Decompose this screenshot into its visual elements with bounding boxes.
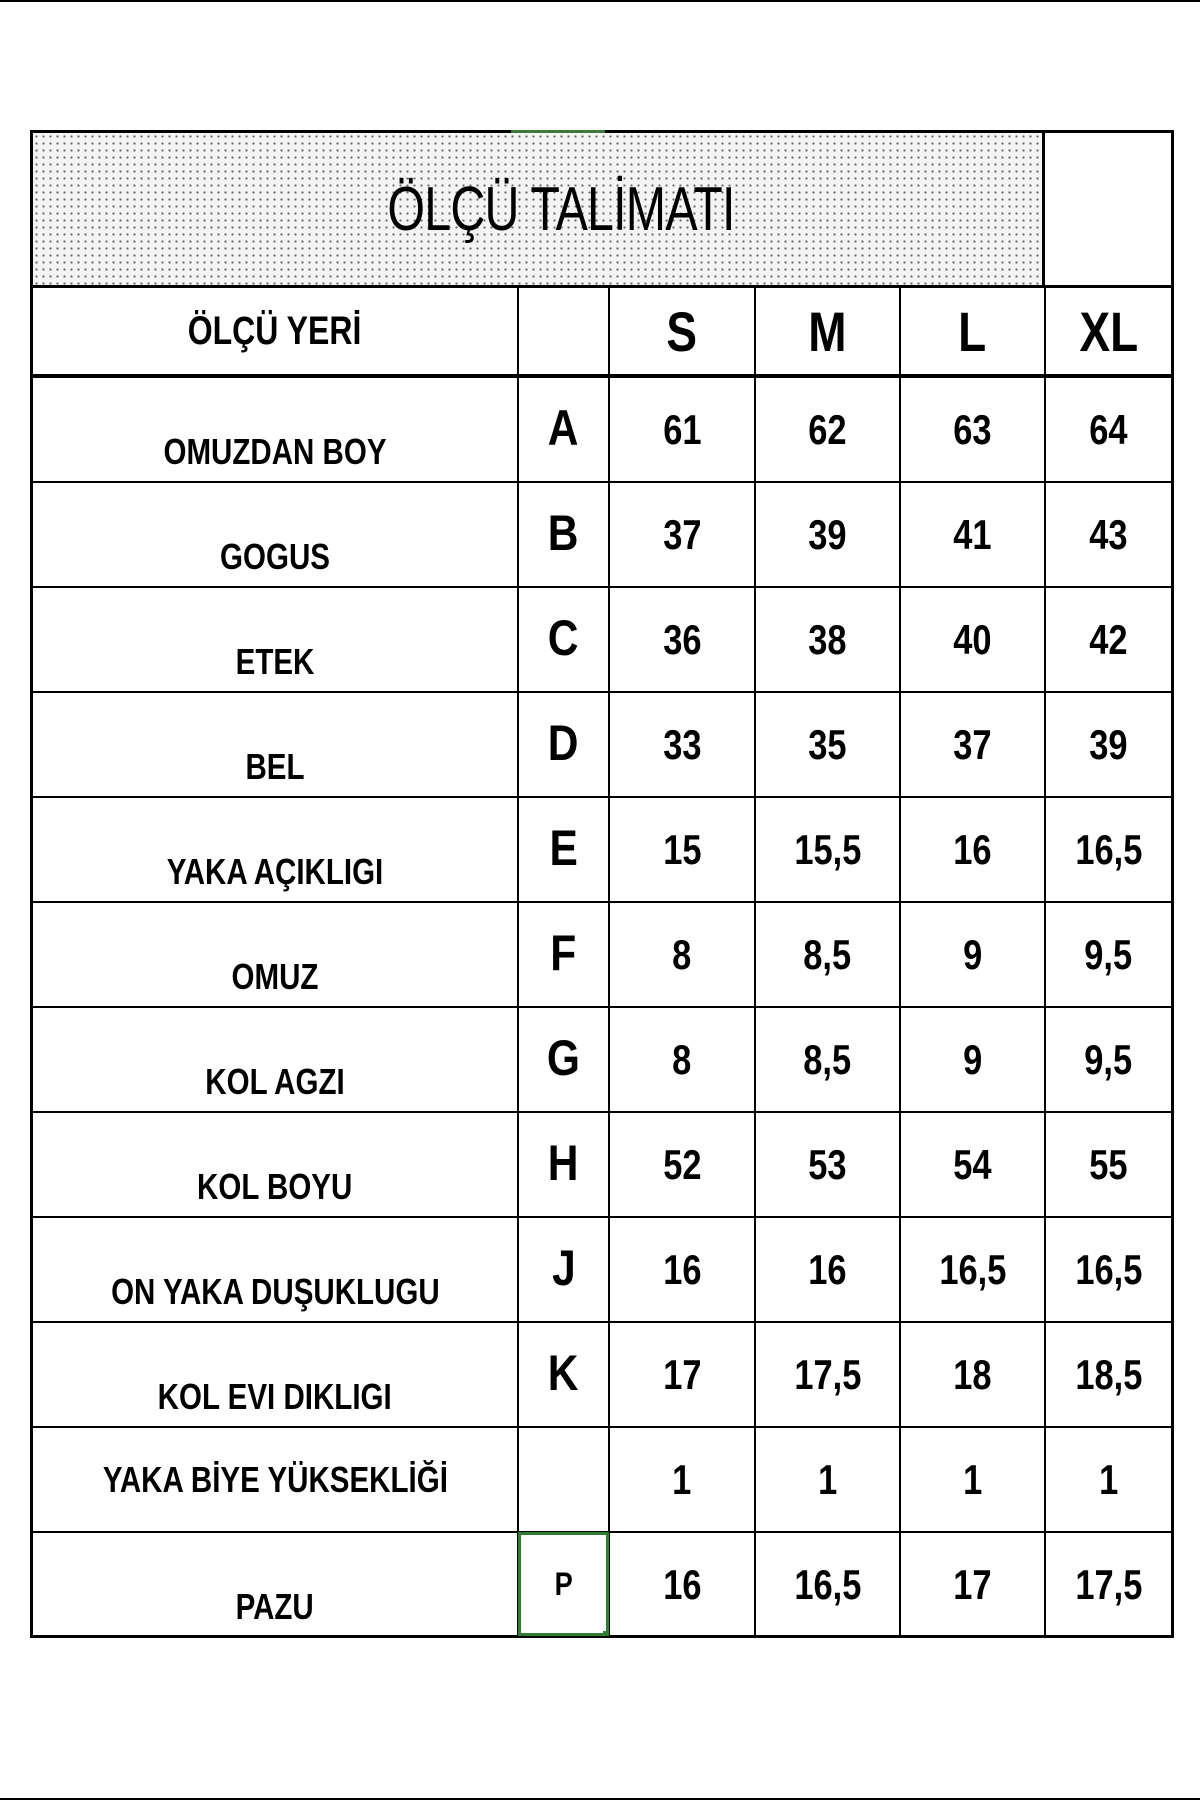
- value-cell-l: 1: [900, 1427, 1045, 1532]
- measurement-name-cell: KOL EVI DIKLIGI: [33, 1322, 518, 1427]
- measurement-name-cell: PAZU: [33, 1532, 518, 1636]
- measurement-code-cell: F: [518, 902, 609, 1007]
- value-cell-m: 1: [755, 1427, 900, 1532]
- title-cell: [33, 133, 1045, 288]
- value-cell-s: 52: [609, 1112, 755, 1217]
- value-cell-xl: 9,5: [1045, 902, 1171, 1007]
- header-code-cell: [518, 288, 609, 376]
- table-row: [33, 1007, 1171, 1112]
- measurement-name-cell: YAKA AÇIKLIGI: [33, 797, 518, 902]
- value-cell-s: 8: [609, 1007, 755, 1112]
- header-size-xl: XL: [1045, 288, 1171, 376]
- measurement-name-cell: OMUZ: [33, 902, 518, 1007]
- value-cell-s: 33: [609, 692, 755, 797]
- value-cell-s: 16: [609, 1532, 755, 1636]
- table-row: [33, 1427, 1171, 1532]
- header-size-l: L: [900, 288, 1045, 376]
- table-row: [33, 1112, 1171, 1217]
- header-location-label: ÖLÇÜ YERİ: [188, 308, 362, 353]
- value-cell-s: 36: [609, 587, 755, 692]
- value-cell-xl: 39: [1045, 692, 1171, 797]
- measurement-code-cell: C: [518, 587, 609, 692]
- value-cell-xl: 17,5: [1045, 1532, 1171, 1636]
- measurement-name-cell: OMUZDAN BOY: [33, 376, 518, 482]
- size-chart-sheet: [30, 130, 1174, 1638]
- value-cell-l: 37: [900, 692, 1045, 797]
- top-edge-line: [0, 0, 1200, 2]
- value-cell-m: 38: [755, 587, 900, 692]
- value-cell-xl: 42: [1045, 587, 1171, 692]
- selected-code-cell[interactable]: P: [518, 1532, 609, 1636]
- header-size-m: M: [755, 288, 900, 376]
- value-cell-xl: 16,5: [1045, 1217, 1171, 1322]
- measurement-code-cell: G: [518, 1007, 609, 1112]
- value-cell-xl: 1: [1045, 1427, 1171, 1532]
- table-row: [33, 1532, 1171, 1636]
- value-cell-l: 40: [900, 587, 1045, 692]
- value-cell-xl: 16,5: [1045, 797, 1171, 902]
- table-row: [33, 1322, 1171, 1427]
- measurement-name-cell: ETEK: [33, 587, 518, 692]
- value-cell-m: 16: [755, 1217, 900, 1322]
- empty-corner-cell: [1045, 133, 1171, 288]
- value-cell-xl: 9,5: [1045, 1007, 1171, 1112]
- value-cell-s: 1: [609, 1427, 755, 1532]
- measurement-name-cell: KOL AGZI: [33, 1007, 518, 1112]
- value-cell-m: 15,5: [755, 797, 900, 902]
- value-cell-l: 54: [900, 1112, 1045, 1217]
- value-cell-s: 16: [609, 1217, 755, 1322]
- table-row: [33, 902, 1171, 1007]
- value-cell-s: 17: [609, 1322, 755, 1427]
- value-cell-l: 41: [900, 482, 1045, 587]
- measurement-code-cell: A: [518, 376, 609, 482]
- chart-title: ÖLÇÜ TALİMATI: [387, 174, 735, 244]
- measurement-code-cell: H: [518, 1112, 609, 1217]
- value-cell-s: 61: [609, 376, 755, 482]
- value-cell-m: 8,5: [755, 1007, 900, 1112]
- value-cell-m: 8,5: [755, 902, 900, 1007]
- value-cell-m: 16,5: [755, 1532, 900, 1636]
- value-cell-m: 17,5: [755, 1322, 900, 1427]
- value-cell-l: 16: [900, 797, 1045, 902]
- measurement-code-cell: K: [518, 1322, 609, 1427]
- measurement-name-cell: YAKA BİYE YÜKSEKLİĞİ: [33, 1427, 518, 1532]
- value-cell-s: 15: [609, 797, 755, 902]
- measurement-name-cell: KOL BOYU: [33, 1112, 518, 1217]
- measurement-code-cell: E: [518, 797, 609, 902]
- value-cell-xl: 55: [1045, 1112, 1171, 1217]
- value-cell-xl: 18,5: [1045, 1322, 1171, 1427]
- value-cell-l: 63: [900, 376, 1045, 482]
- table-row: [33, 1217, 1171, 1322]
- table-row: [33, 692, 1171, 797]
- value-cell-m: 53: [755, 1112, 900, 1217]
- table-row: [33, 587, 1171, 692]
- header-location-cell: [33, 288, 518, 376]
- measurement-name-cell: BEL: [33, 692, 518, 797]
- value-cell-l: 18: [900, 1322, 1045, 1427]
- header-size-s: S: [609, 288, 755, 376]
- measurement-name-cell: ON YAKA DUŞUKLUGU: [33, 1217, 518, 1322]
- table-row: [33, 482, 1171, 587]
- value-cell-m: 62: [755, 376, 900, 482]
- measurement-code-cell: J: [518, 1217, 609, 1322]
- value-cell-l: 9: [900, 1007, 1045, 1112]
- measurement-code-cell: D: [518, 692, 609, 797]
- value-cell-l: 9: [900, 902, 1045, 1007]
- value-cell-xl: 64: [1045, 376, 1171, 482]
- size-table: [33, 288, 1171, 1636]
- value-cell-xl: 43: [1045, 482, 1171, 587]
- table-row: [33, 797, 1171, 902]
- measurement-code-cell: [518, 1427, 609, 1532]
- value-cell-l: 16,5: [900, 1217, 1045, 1322]
- value-cell-m: 35: [755, 692, 900, 797]
- table-row: [33, 376, 1171, 482]
- value-cell-s: 8: [609, 902, 755, 1007]
- value-cell-l: 17: [900, 1532, 1045, 1636]
- measurement-code-cell: B: [518, 482, 609, 587]
- header-row: [33, 288, 1171, 376]
- selection-fill-handle[interactable]: [603, 1631, 609, 1636]
- value-cell-s: 37: [609, 482, 755, 587]
- measurement-name-cell: GOGUS: [33, 482, 518, 587]
- value-cell-m: 39: [755, 482, 900, 587]
